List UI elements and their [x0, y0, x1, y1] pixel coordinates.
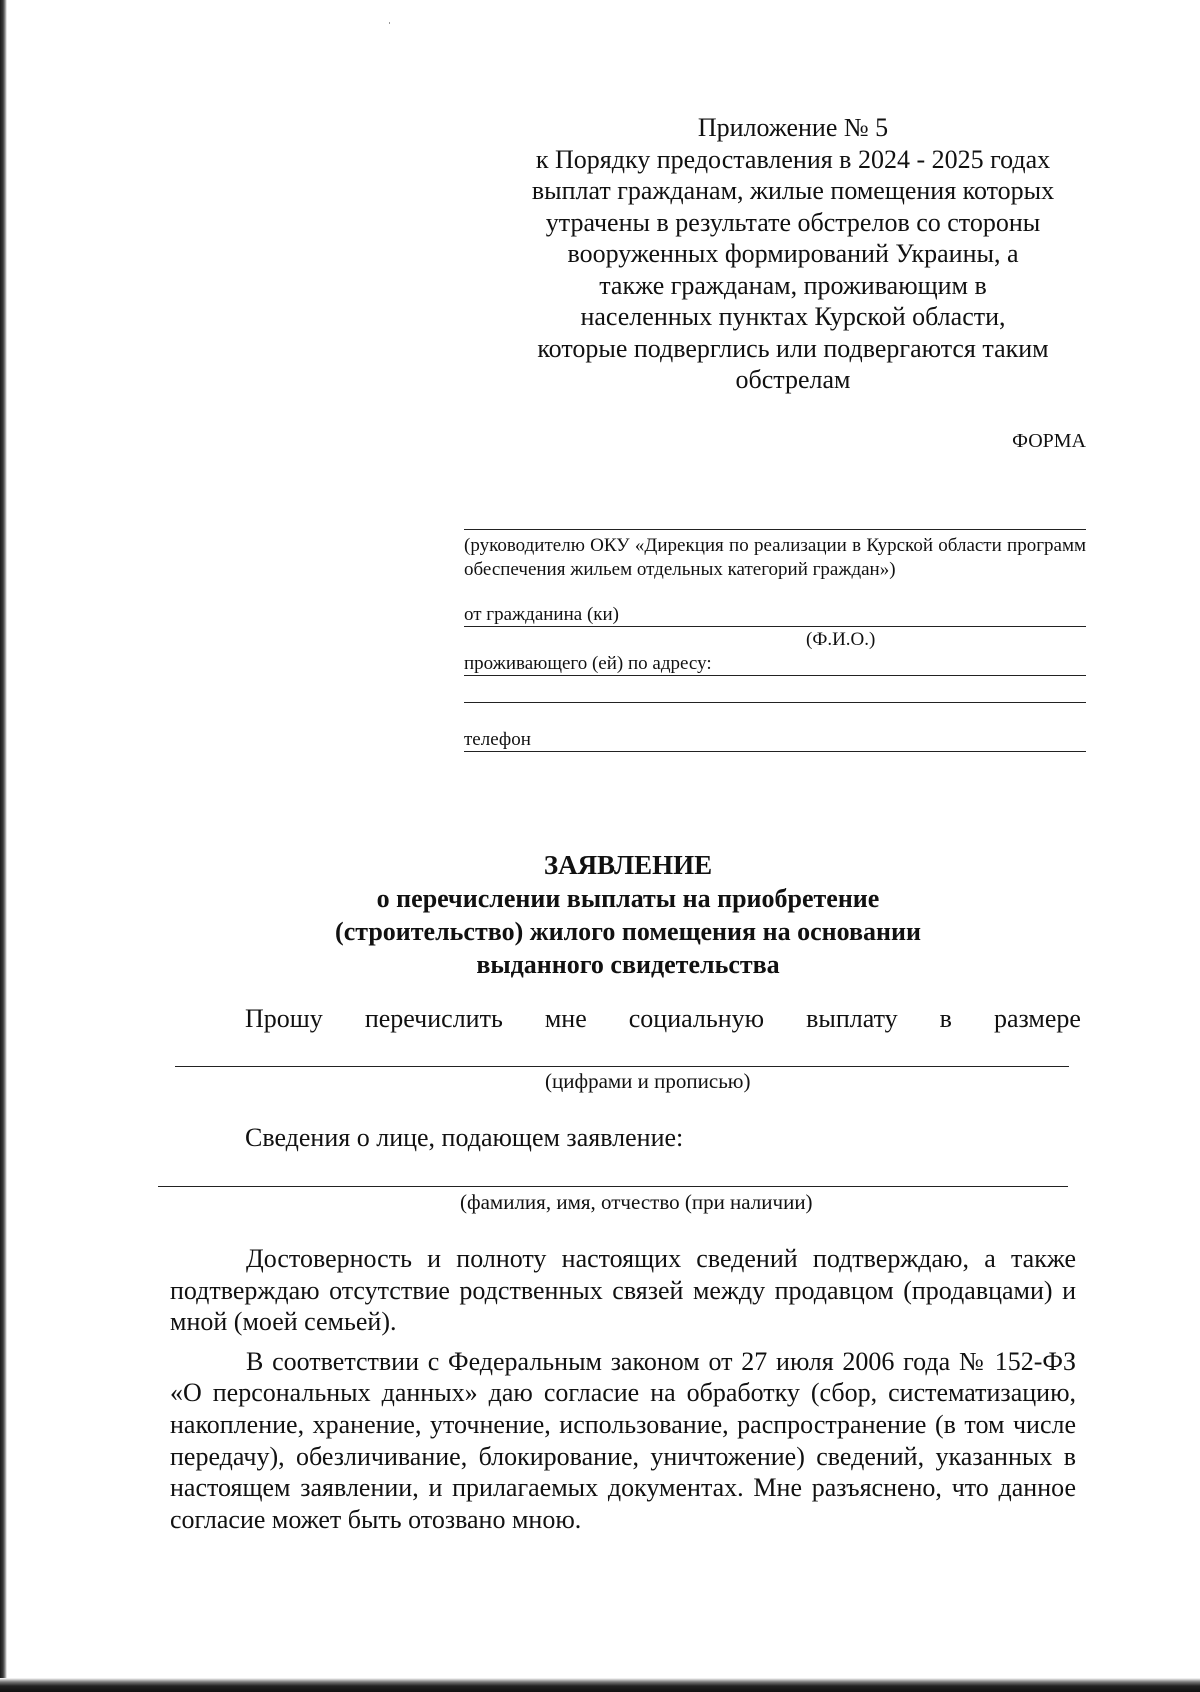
request-word: Прошу	[245, 1004, 323, 1033]
form-label: ФОРМА	[1012, 430, 1086, 452]
scan-speck	[389, 22, 390, 24]
applicant-label: Сведения о лице, подающем заявление:	[245, 1123, 684, 1152]
appendix-line: к Порядку предоставления в 2024 - 2025 годах	[535, 144, 1051, 174]
request-line	[245, 1004, 1081, 1034]
scan-bottom-edge	[0, 1678, 1200, 1692]
amount-caption: (цифрами и прописью)	[545, 1069, 751, 1093]
recipient-caption: (руководителю ОКУ «Дирекция по реализации в Курской области программ обеспечения жильем отдельных категорий граждан»)	[464, 535, 1086, 580]
address-label: проживающего (ей) по адресу:	[464, 653, 712, 674]
appendix-line: утрачены в результате обстрелов со стороны	[545, 207, 1041, 237]
request-word: перечислить	[364, 1004, 503, 1033]
paragraph-consent: В соответствии с Федеральным законом от 27 июля 2006 года № 152-ФЗ «О персональных данных» даю согласие на обработку (сбор, систематизацию, накопление, хранение, уточнение, использование, распространение (в том числе передачу), обезличивание, блокирование, уничтожение) сведений, указанных в настоящем заявлении, и прилагаемых документах. Мне разъяснено, что данное согласие может быть отозвано мною.	[170, 1346, 1076, 1534]
applicant-blank-line	[158, 1186, 1068, 1187]
paragraph-confirmation: Достоверность и полноту настоящих сведений подтверждаю, а также подтверждаю отсутствие родственных связей между продавцом (продавцами) и мной (моей семьей).	[170, 1244, 1076, 1337]
title-line: выданного свидетельства	[476, 950, 780, 979]
applicant-caption: (фамилия, имя, отчество (при наличии)	[460, 1190, 813, 1214]
appendix-line: обстрелам	[735, 365, 851, 394]
appendix-line: выплат гражданам, жилые помещения которых	[531, 176, 1055, 205]
appendix-line: которые подверглись или подвергаются таким	[537, 333, 1049, 363]
addressee-block	[464, 503, 1086, 752]
request-word: в	[939, 1004, 952, 1033]
body-paragraphs	[170, 1243, 1076, 1543]
document-title	[200, 849, 1056, 981]
phone-field	[464, 729, 1086, 752]
amount-blank-line	[175, 1066, 1069, 1067]
phone-label: телефон	[464, 729, 531, 750]
from-label: от гражданина (ки)	[464, 604, 619, 625]
request-word: выплату	[806, 1004, 898, 1033]
appendix-line: населенных пунктах Курской области,	[580, 302, 1006, 331]
from-field	[464, 604, 1086, 627]
request-word: мне	[544, 1004, 587, 1033]
appendix-line: Приложение № 5	[697, 113, 889, 142]
appendix-header	[512, 112, 1074, 396]
appendix-line: также гражданам, проживающим в	[599, 270, 987, 300]
request-word: социальную	[628, 1004, 765, 1033]
appendix-line: вооруженных формирований Украины, а	[567, 239, 1019, 268]
address-blank-line	[464, 676, 1086, 703]
request-word: размере	[993, 1004, 1081, 1033]
recipient-blank-line	[464, 503, 1086, 530]
title-line: о перечислении выплаты на приобретение	[376, 884, 880, 913]
address-field	[464, 653, 1086, 676]
title-main: ЗАЯВЛЕНИЕ	[543, 850, 713, 880]
fio-caption: (Ф.И.О.)	[806, 629, 876, 650]
scan-left-edge	[0, 0, 7, 1692]
title-line: (строительство) жилого помещения на основании	[335, 917, 921, 946]
